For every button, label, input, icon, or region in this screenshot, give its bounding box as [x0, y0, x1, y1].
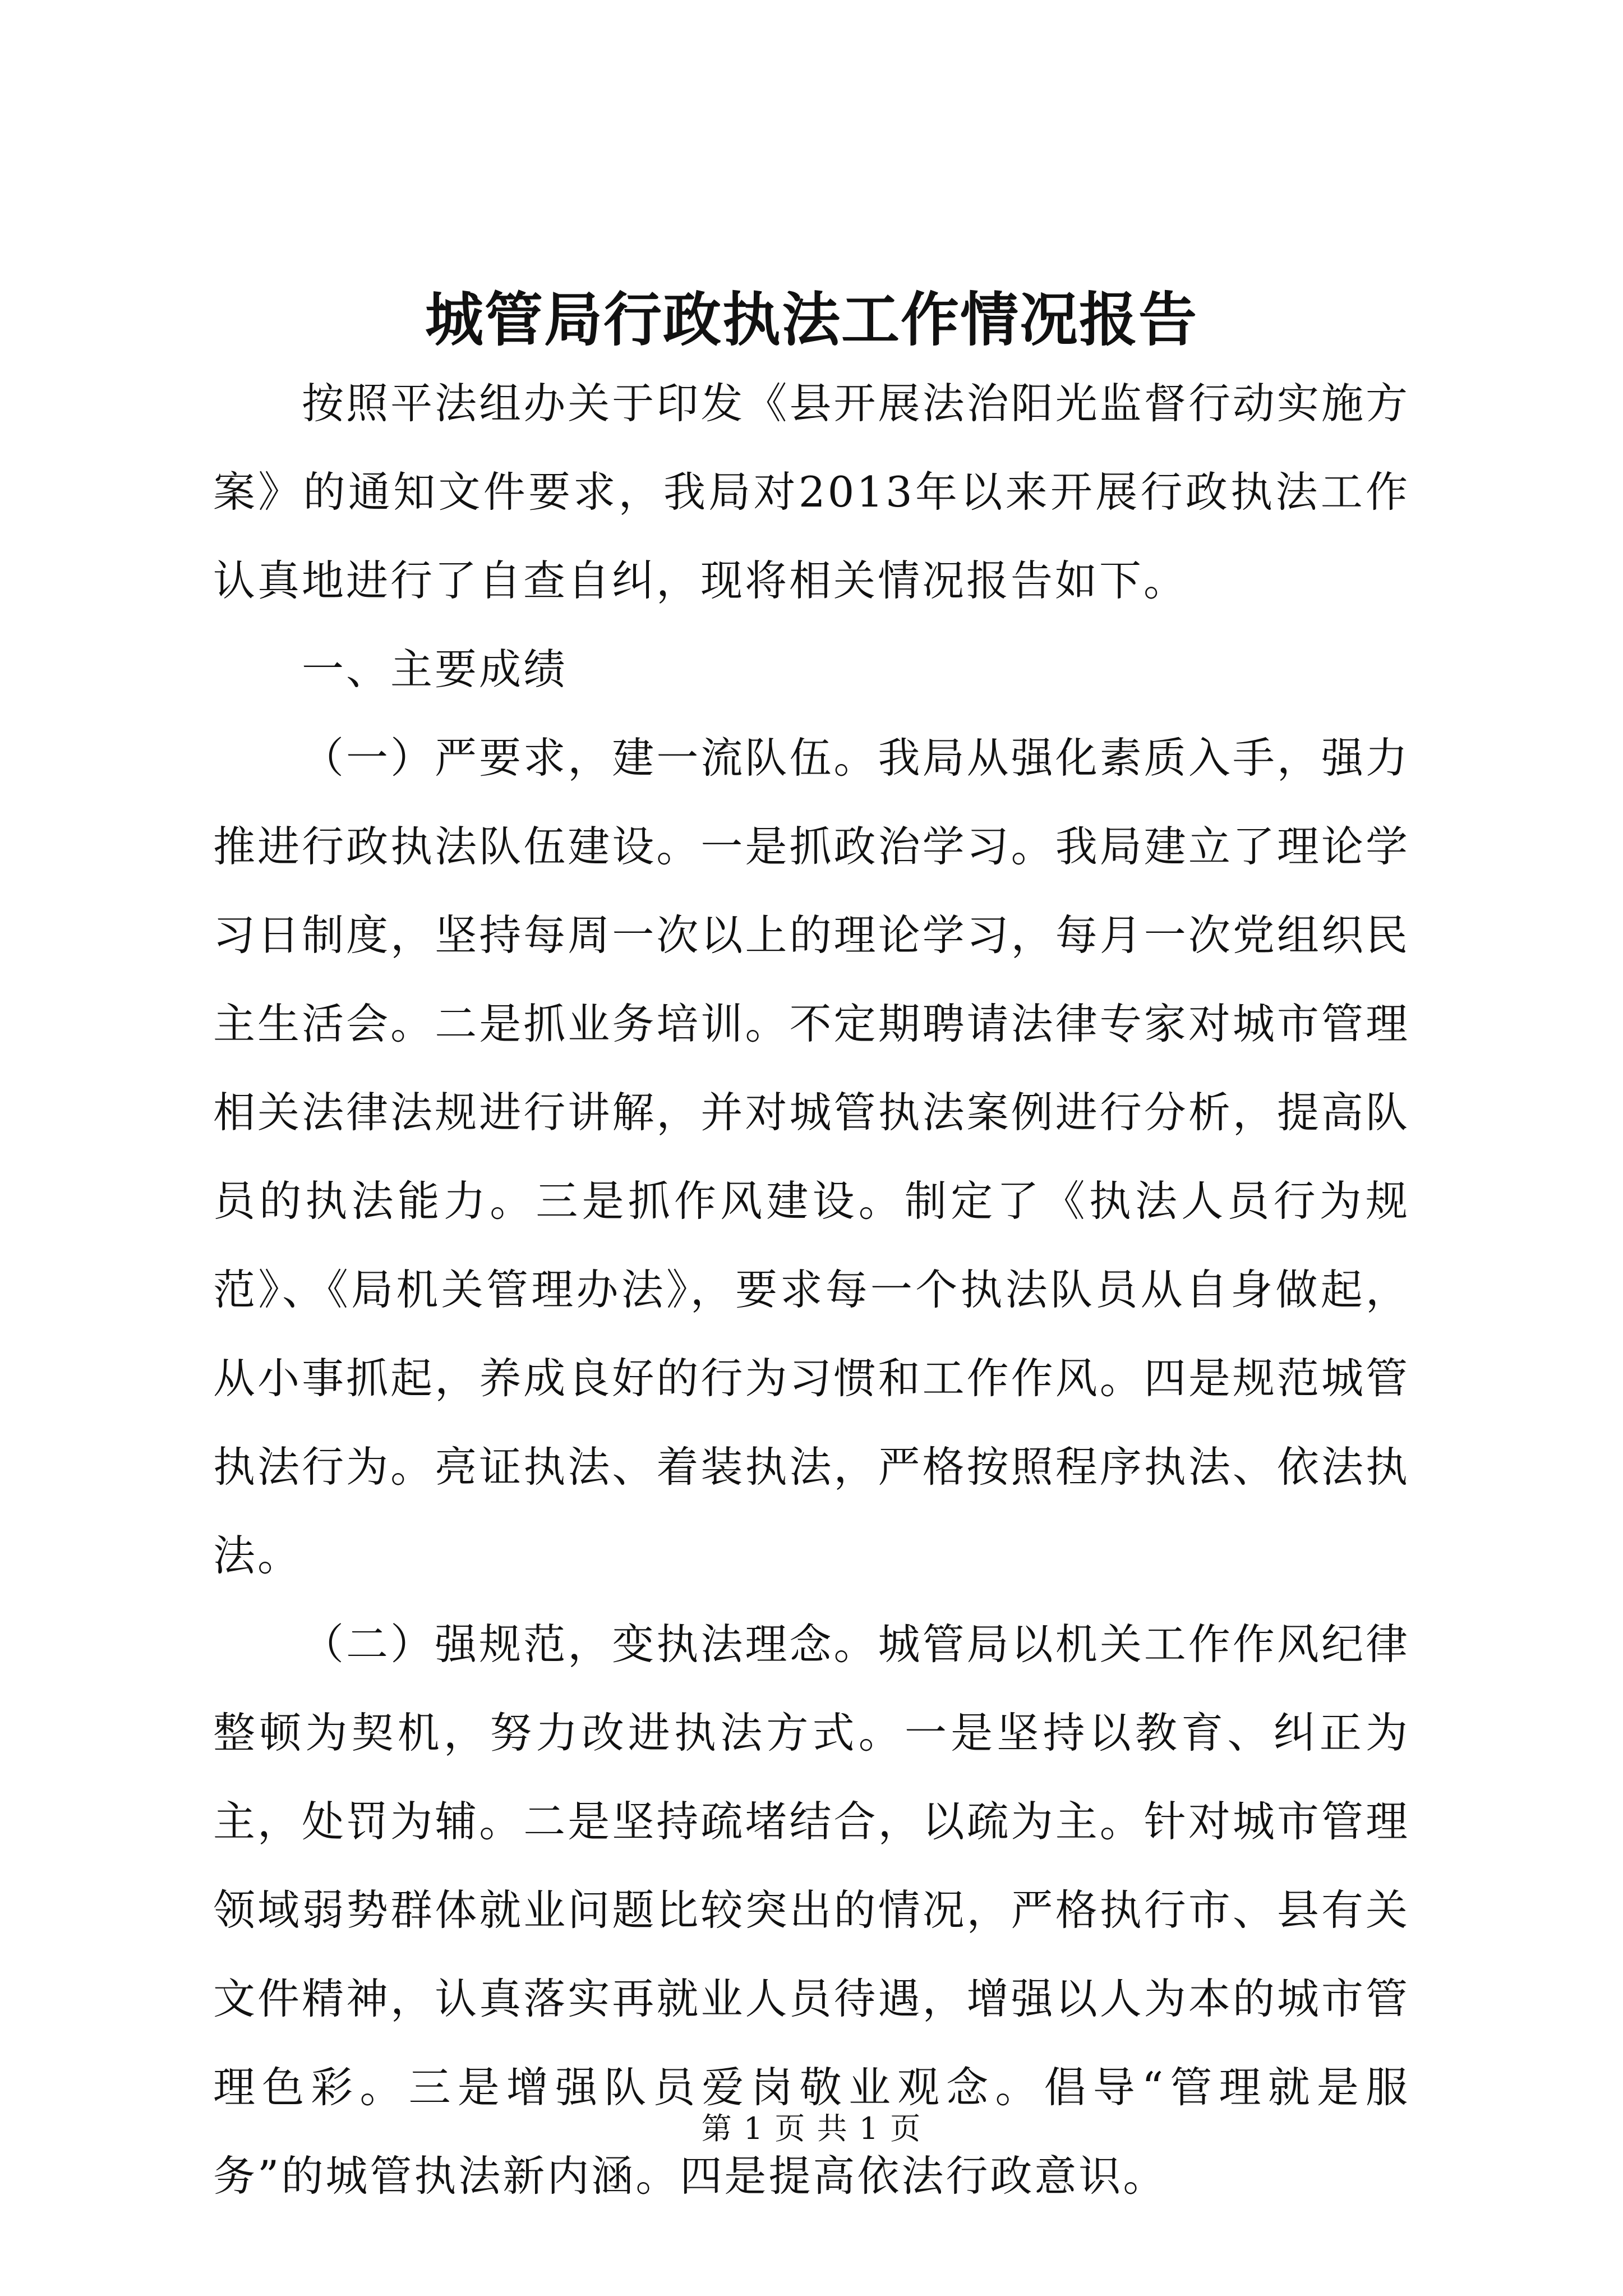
- page-footer: 第 1 页 共 1 页: [701, 2111, 922, 2146]
- paragraph-team-building: （一）严要求，建一流队伍。我局从强化素质入手，强力推进行政执法队伍建设。一是抓政治学习。我局建立了理论学习日制度，坚持每周一次以上的理论学习，每月一次党组织民主生活会。二是抓业务培训。不定期聘请法律专家对城市管理相关法律法规进行讲解，并对城管执法案例进行分析，提高队员的执法能力。三是抓作风建设。制定了《执法人员行为规范》、《局机关管理办法》，要求每一个执法队员从自身做起，从小事抓起，养成良好的行为习惯和工作作风。四是规范城管执法行为。亮证执法、着装执法，严格按照程序执法、依法执法。: [213, 733, 1410, 1580]
- paragraph-enforcement-concept: （二）强规范，变执法理念。城管局以机关工作作风纪律整顿为契机，努力改进执法方式。一是坚持以教育、纠正为主，处罚为辅。二是坚持疏堵结合，以疏为主。针对城市管理领域弱势群体就业问题比较突出的情况，严格执行市、县有关文件精神，认真落实再就业人员待遇，增强以人为本的城市管理色彩。三是增强队员爱岗敬业观念。倡导“管理就是服务”的城管执法新内涵。四是提高依法行政意识。: [213, 1619, 1410, 2201]
- document-title: 城管局行政执法工作情况报告: [425, 285, 1198, 354]
- section-heading: 一、主要成绩: [302, 645, 568, 694]
- intro-paragraph: 按照平法组办关于印发《县开展法治阳光监督行动实施方案》的通知文件要求，我局对2013年以来开展行政执法工作认真地进行了自查自纠，现将相关情况报告如下。: [213, 379, 1410, 605]
- document-body: [213, 359, 1410, 2220]
